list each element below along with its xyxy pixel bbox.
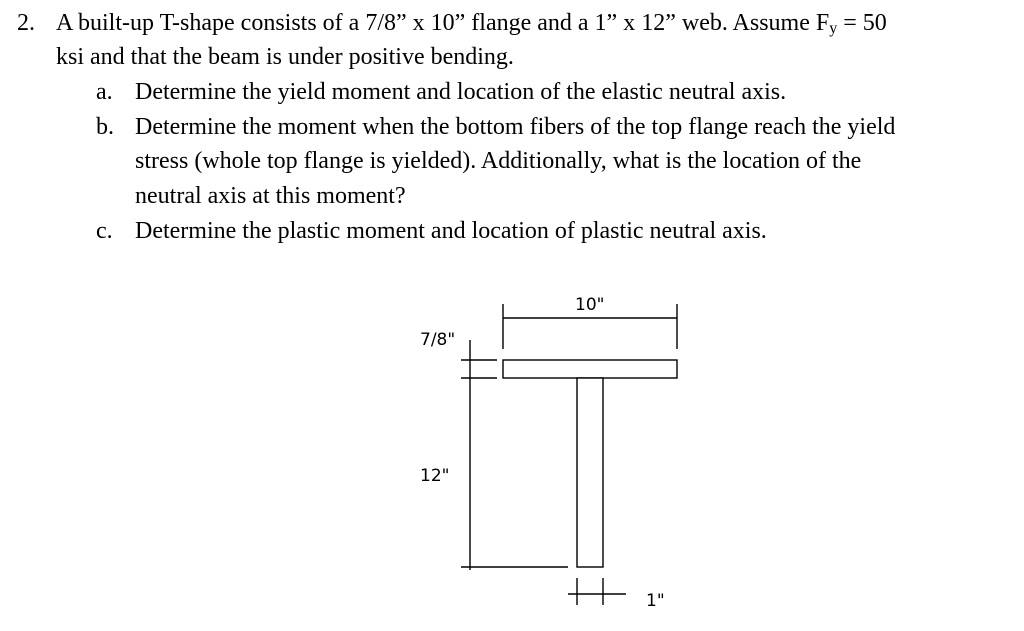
web-rect <box>577 378 603 567</box>
part-b-marker: b. <box>96 114 114 140</box>
web-height-label: 12" <box>420 466 450 486</box>
fy-value: = 50 <box>837 10 887 36</box>
part-c-marker: c. <box>96 218 113 244</box>
part-b-text-line-2: stress (whole top flange is yielded). Additionally, what is the location of the <box>135 148 862 174</box>
fy-subscript: y <box>829 20 838 37</box>
part-a-marker: a. <box>96 79 113 105</box>
part-a-text: Determine the yield moment and location of the elastic neutral axis. <box>135 79 787 105</box>
flange-width-label: 10" <box>575 295 605 315</box>
part-c-text: Determine the plastic moment and location of plastic neutral axis. <box>135 218 767 244</box>
part-b-text-line-1: Determine the moment when the bottom fibers of the top flange reach the yield <box>135 114 896 140</box>
flange-rect <box>503 360 677 378</box>
web-thickness-label: 1" <box>646 591 665 611</box>
problem-intro-text: A built-up T-shape consists of a 7/8” x 10” flange and a 1” x 12” web. Assume F <box>56 10 830 36</box>
problem-number: 2. <box>17 10 35 36</box>
problem-intro-line-2: ksi and that the beam is under positive bending. <box>56 44 514 70</box>
flange-thickness-label: 7/8" <box>420 330 456 350</box>
part-b-text-line-3: neutral axis at this moment? <box>135 183 406 209</box>
